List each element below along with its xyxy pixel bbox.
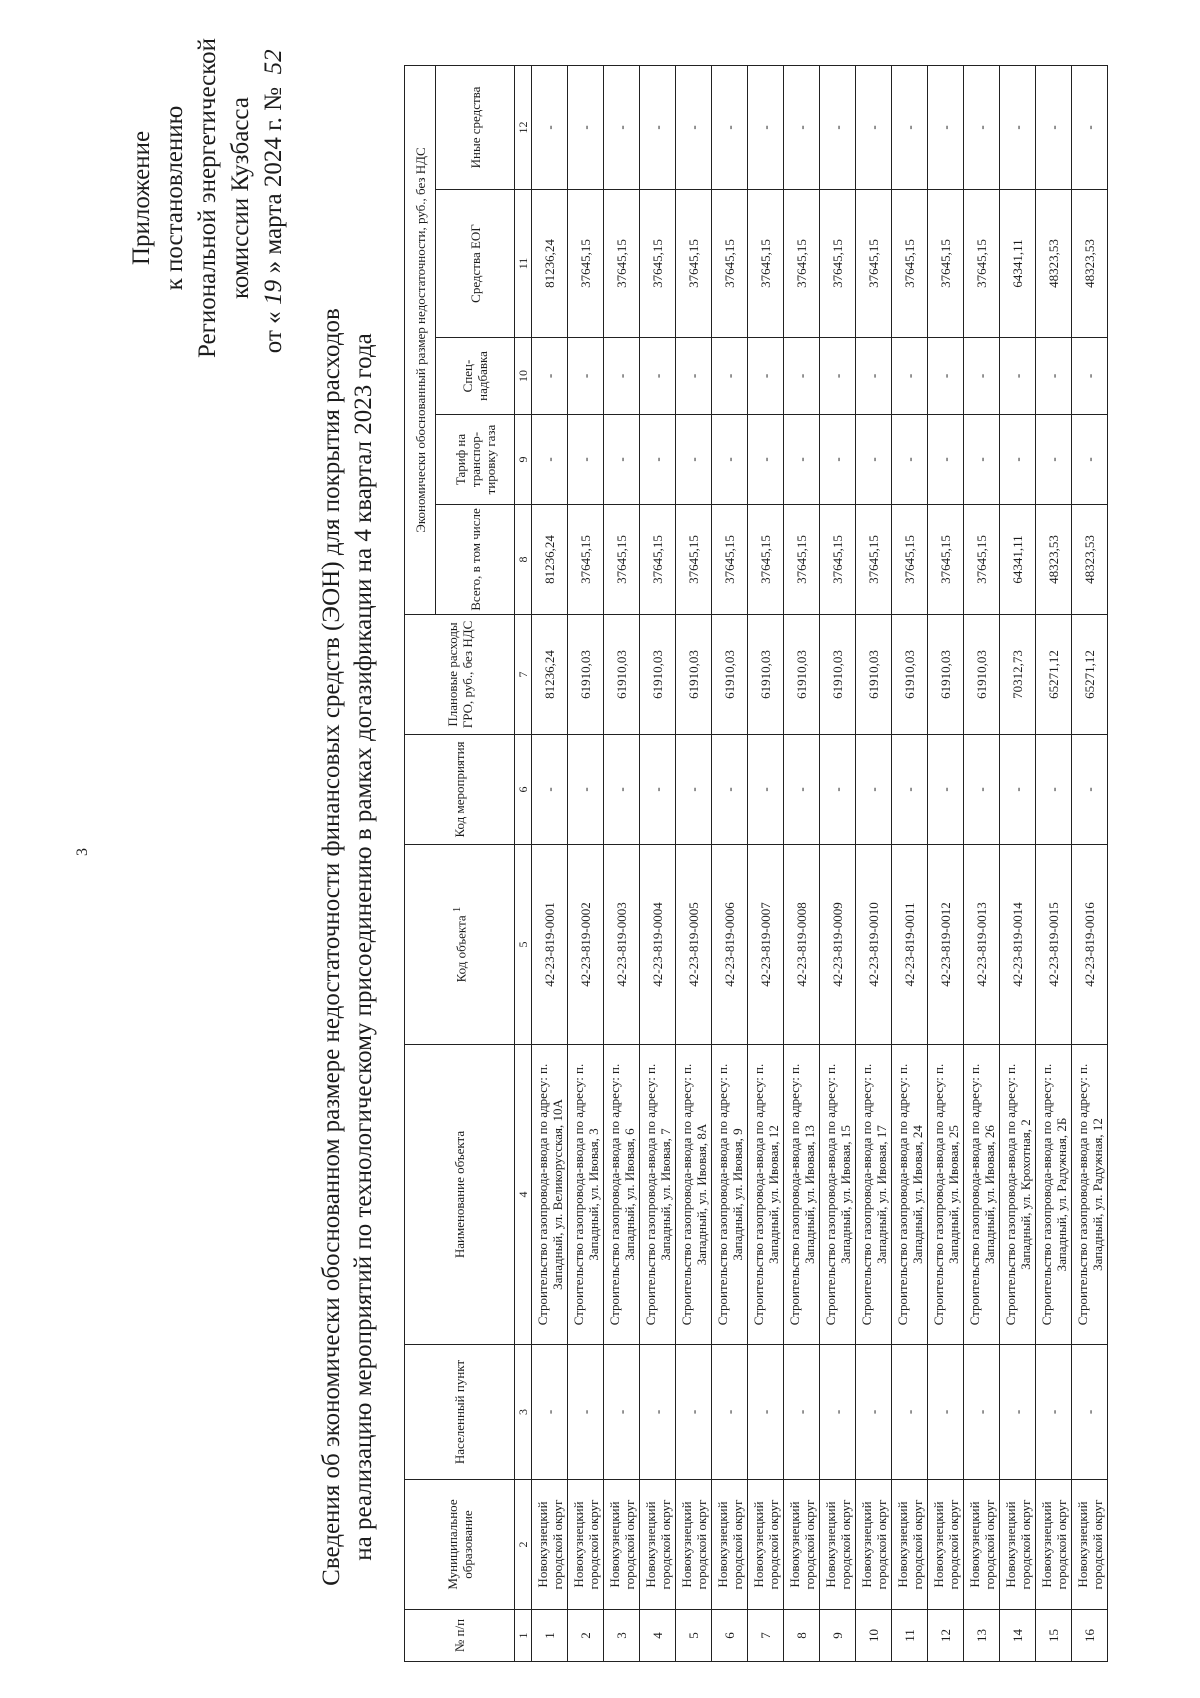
cell-total: 37645,15 bbox=[856, 505, 892, 615]
cell-tariff: - bbox=[676, 415, 712, 505]
cell-no: 6 bbox=[712, 1610, 748, 1662]
cell-other: - bbox=[532, 65, 568, 189]
cell-planned: 61910,03 bbox=[676, 615, 712, 735]
column-number: 5 bbox=[515, 845, 532, 1045]
cell-eog: 37645,15 bbox=[748, 190, 784, 338]
cell-total: 37645,15 bbox=[748, 505, 784, 615]
cell-object-code: 42-23-819-0002 bbox=[568, 845, 604, 1045]
cell-settlement: - bbox=[640, 1345, 676, 1480]
cell-municipality: Новокузнецкий городской округ bbox=[1072, 1480, 1108, 1610]
table-row bbox=[532, 65, 568, 1661]
cell-other: - bbox=[640, 65, 676, 189]
cell-no: 16 bbox=[1072, 1610, 1108, 1662]
column-number: 4 bbox=[515, 1045, 532, 1345]
header-tariff: Тариф на транспор-тировку газа bbox=[436, 415, 515, 505]
header-eon-group: Экономически обоснованный размер недостаточности, руб., без НДС bbox=[405, 65, 436, 614]
cell-object-name: Строительство газопровода-ввода по адресу: п. Западный, ул. Ивовая, 13 bbox=[784, 1045, 820, 1345]
cell-tariff: - bbox=[964, 415, 1000, 505]
cell-settlement: - bbox=[1000, 1345, 1036, 1480]
table-row bbox=[748, 65, 784, 1661]
cell-municipality: Новокузнецкий городской округ bbox=[784, 1480, 820, 1610]
table-row bbox=[928, 65, 964, 1661]
cell-measure-code: - bbox=[676, 735, 712, 845]
appendix-block bbox=[125, 33, 290, 363]
column-number: 10 bbox=[515, 338, 532, 415]
cell-settlement: - bbox=[928, 1345, 964, 1480]
cell-planned: 65271,12 bbox=[1072, 615, 1108, 735]
cell-other: - bbox=[856, 65, 892, 189]
cell-settlement: - bbox=[820, 1345, 856, 1480]
cell-other: - bbox=[820, 65, 856, 189]
cell-settlement: - bbox=[532, 1345, 568, 1480]
cell-no: 13 bbox=[964, 1610, 1000, 1662]
cell-surcharge: - bbox=[568, 338, 604, 415]
cell-surcharge: - bbox=[712, 338, 748, 415]
cell-eog: 37645,15 bbox=[568, 190, 604, 338]
header-eog: Средства ЕОГ bbox=[436, 190, 515, 338]
cell-settlement: - bbox=[568, 1345, 604, 1480]
cell-no: 11 bbox=[892, 1610, 928, 1662]
cell-total: 37645,15 bbox=[964, 505, 1000, 615]
cell-total: 37645,15 bbox=[568, 505, 604, 615]
cell-object-name: Строительство газопровода-ввода по адресу: п. Западный, ул. Ивовая, 24 bbox=[892, 1045, 928, 1345]
appendix-date-line bbox=[257, 33, 290, 363]
handwritten-day: 19 bbox=[260, 279, 287, 305]
table-row bbox=[676, 65, 712, 1661]
cell-planned: 61910,03 bbox=[856, 615, 892, 735]
cell-eog: 37645,15 bbox=[892, 190, 928, 338]
cell-no: 9 bbox=[820, 1610, 856, 1662]
column-number: 6 bbox=[515, 735, 532, 845]
cell-object-code: 42-23-819-0012 bbox=[928, 845, 964, 1045]
cell-total: 37645,15 bbox=[892, 505, 928, 615]
cell-object-code: 42-23-819-0010 bbox=[856, 845, 892, 1045]
cell-surcharge: - bbox=[1072, 338, 1108, 415]
cell-other: - bbox=[1072, 65, 1108, 189]
cell-measure-code: - bbox=[568, 735, 604, 845]
cell-measure-code: - bbox=[856, 735, 892, 845]
cell-no: 4 bbox=[640, 1610, 676, 1662]
cell-object-name: Строительство газопровода-ввода по адресу: п. Западный, ул. Великорусская, 10А bbox=[532, 1045, 568, 1345]
cell-surcharge: - bbox=[892, 338, 928, 415]
table-row bbox=[604, 65, 640, 1661]
cell-total: 37645,15 bbox=[928, 505, 964, 615]
cell-settlement: - bbox=[784, 1345, 820, 1480]
cell-no: 12 bbox=[928, 1610, 964, 1662]
table-row bbox=[1036, 65, 1072, 1661]
table-body bbox=[532, 65, 1108, 1661]
cell-measure-code: - bbox=[532, 735, 568, 845]
cell-surcharge: - bbox=[532, 338, 568, 415]
table-row bbox=[712, 65, 748, 1661]
cell-object-code: 42-23-819-0015 bbox=[1036, 845, 1072, 1045]
cell-object-name: Строительство газопровода-ввода по адресу: п. Западный, ул. Ивовая, 12 bbox=[748, 1045, 784, 1345]
cell-no: 3 bbox=[604, 1610, 640, 1662]
header-other: Иные средства bbox=[436, 65, 515, 189]
cell-object-name: Строительство газопровода-ввода по адресу: п. Западный, ул. Ивовая, 7 bbox=[640, 1045, 676, 1345]
cell-object-code: 42-23-819-0014 bbox=[1000, 845, 1036, 1045]
cell-municipality: Новокузнецкий городской округ bbox=[1036, 1480, 1072, 1610]
cell-planned: 61910,03 bbox=[604, 615, 640, 735]
cell-municipality: Новокузнецкий городской округ bbox=[1000, 1480, 1036, 1610]
cell-object-code: 42-23-819-0008 bbox=[784, 845, 820, 1045]
cell-municipality: Новокузнецкий городской округ bbox=[532, 1480, 568, 1610]
cell-tariff: - bbox=[1072, 415, 1108, 505]
cell-settlement: - bbox=[964, 1345, 1000, 1480]
cell-no: 1 bbox=[532, 1610, 568, 1662]
cell-surcharge: - bbox=[748, 338, 784, 415]
cell-object-name: Строительство газопровода-ввода по адресу: п. Западный, ул. Ивовая, 17 bbox=[856, 1045, 892, 1345]
cell-no: 5 bbox=[676, 1610, 712, 1662]
cell-surcharge: - bbox=[820, 338, 856, 415]
cell-total: 37645,15 bbox=[712, 505, 748, 615]
cell-measure-code: - bbox=[640, 735, 676, 845]
cell-total: 48323,53 bbox=[1072, 505, 1108, 615]
cell-tariff: - bbox=[856, 415, 892, 505]
date-prefix: от « bbox=[260, 311, 287, 354]
title-line-2: на реализацию мероприятий по технологическому присоединению в рамках догазификации на 4 квартал 2023 года bbox=[350, 333, 377, 1561]
cell-surcharge: - bbox=[604, 338, 640, 415]
table-row bbox=[568, 65, 604, 1661]
cell-other: - bbox=[676, 65, 712, 189]
cell-municipality: Новокузнецкий городской округ bbox=[748, 1480, 784, 1610]
table-row bbox=[892, 65, 928, 1661]
cell-eog: 37645,15 bbox=[784, 190, 820, 338]
column-number: 8 bbox=[515, 505, 532, 615]
cell-municipality: Новокузнецкий городской округ bbox=[568, 1480, 604, 1610]
cell-municipality: Новокузнецкий городской округ bbox=[928, 1480, 964, 1610]
cell-municipality: Новокузнецкий городской округ bbox=[964, 1480, 1000, 1610]
cell-object-code: 42-23-819-0004 bbox=[640, 845, 676, 1045]
cell-settlement: - bbox=[748, 1345, 784, 1480]
cell-planned: 61910,03 bbox=[640, 615, 676, 735]
cell-measure-code: - bbox=[604, 735, 640, 845]
cell-object-name: Строительство газопровода-ввода по адресу: п. Западный, ул. Ивовая, 3 bbox=[568, 1045, 604, 1345]
cell-no: 15 bbox=[1036, 1610, 1072, 1662]
cell-settlement: - bbox=[604, 1345, 640, 1480]
cell-settlement: - bbox=[712, 1345, 748, 1480]
cell-settlement: - bbox=[1036, 1345, 1072, 1480]
cell-measure-code: - bbox=[1000, 735, 1036, 845]
cell-measure-code: - bbox=[820, 735, 856, 845]
header-object-code-text: Код объекта bbox=[453, 915, 469, 983]
appendix-region: комиссии Кузбасса bbox=[227, 97, 254, 299]
column-numbers-row bbox=[515, 65, 532, 1661]
cell-planned: 70312,73 bbox=[1000, 615, 1036, 735]
cell-tariff: - bbox=[928, 415, 964, 505]
cell-tariff: - bbox=[712, 415, 748, 505]
cell-eog: 37645,15 bbox=[712, 190, 748, 338]
table-row bbox=[964, 65, 1000, 1661]
cell-other: - bbox=[568, 65, 604, 189]
cell-surcharge: - bbox=[784, 338, 820, 415]
cell-eog: 37645,15 bbox=[964, 190, 1000, 338]
cell-no: 10 bbox=[856, 1610, 892, 1662]
cell-other: - bbox=[892, 65, 928, 189]
cell-other: - bbox=[1000, 65, 1036, 189]
cell-eog: 64341,11 bbox=[1000, 190, 1036, 338]
cell-tariff: - bbox=[640, 415, 676, 505]
cell-object-name: Строительство газопровода-ввода по адресу: п. Западный, ул. Радужная, 2Б bbox=[1036, 1045, 1072, 1345]
cell-municipality: Новокузнецкий городской округ bbox=[640, 1480, 676, 1610]
cell-no: 14 bbox=[1000, 1610, 1036, 1662]
title-line-1: Сведения об экономически обоснованном размере недостаточности финансовых средств (ЭОН) для покрытия расходов bbox=[318, 308, 345, 1586]
cell-settlement: - bbox=[856, 1345, 892, 1480]
cell-object-code: 42-23-819-0003 bbox=[604, 845, 640, 1045]
cell-municipality: Новокузнецкий городской округ bbox=[892, 1480, 928, 1610]
cell-object-code: 42-23-819-0011 bbox=[892, 845, 928, 1045]
cell-object-code: 42-23-819-0001 bbox=[532, 845, 568, 1045]
cell-planned: 61910,03 bbox=[748, 615, 784, 735]
header-total: Всего, в том числе bbox=[436, 505, 515, 615]
cell-planned: 61910,03 bbox=[568, 615, 604, 735]
cell-no: 7 bbox=[748, 1610, 784, 1662]
cell-object-name: Строительство газопровода-ввода по адресу: п. Западный, ул. Ивовая, 25 bbox=[928, 1045, 964, 1345]
table-row bbox=[640, 65, 676, 1661]
cell-total: 48323,53 bbox=[1036, 505, 1072, 615]
cell-eog: 37645,15 bbox=[676, 190, 712, 338]
column-number: 2 bbox=[515, 1480, 532, 1610]
eon-table bbox=[404, 65, 1108, 1662]
header-measure-code: Код мероприятия bbox=[405, 735, 515, 845]
cell-total: 64341,11 bbox=[1000, 505, 1036, 615]
cell-tariff: - bbox=[820, 415, 856, 505]
cell-tariff: - bbox=[568, 415, 604, 505]
cell-surcharge: - bbox=[964, 338, 1000, 415]
cell-no: 8 bbox=[784, 1610, 820, 1662]
cell-object-name: Строительство газопровода-ввода по адресу: п. Западный, ул. Радужная, 12 bbox=[1072, 1045, 1108, 1345]
cell-measure-code: - bbox=[1072, 735, 1108, 845]
handwritten-number: 52 bbox=[260, 49, 287, 75]
cell-measure-code: - bbox=[748, 735, 784, 845]
cell-object-code: 42-23-819-0005 bbox=[676, 845, 712, 1045]
cell-measure-code: - bbox=[1036, 735, 1072, 845]
column-number: 3 bbox=[515, 1345, 532, 1480]
date-middle: » марта 2024 г. № bbox=[260, 87, 287, 274]
table-row bbox=[1000, 65, 1036, 1661]
cell-eog: 37645,15 bbox=[856, 190, 892, 338]
cell-tariff: - bbox=[748, 415, 784, 505]
cell-planned: 61910,03 bbox=[928, 615, 964, 735]
cell-object-code: 42-23-819-0006 bbox=[712, 845, 748, 1045]
cell-planned: 65271,12 bbox=[1036, 615, 1072, 735]
table-row bbox=[820, 65, 856, 1661]
cell-measure-code: - bbox=[964, 735, 1000, 845]
appendix-commission: Региональной энергетической bbox=[194, 37, 221, 359]
cell-eog: 48323,53 bbox=[1036, 190, 1072, 338]
cell-eog: 37645,15 bbox=[604, 190, 640, 338]
cell-planned: 61910,03 bbox=[964, 615, 1000, 735]
page-number: 3 bbox=[74, 848, 91, 856]
cell-total: 37645,15 bbox=[604, 505, 640, 615]
header-settlement: Населенный пункт bbox=[405, 1345, 515, 1480]
appendix-resolution: к постановлению bbox=[161, 105, 188, 291]
cell-other: - bbox=[604, 65, 640, 189]
cell-other: - bbox=[964, 65, 1000, 189]
cell-object-code: 42-23-819-0013 bbox=[964, 845, 1000, 1045]
header-surcharge: Спец-надбавка bbox=[436, 338, 515, 415]
cell-object-name: Строительство газопровода-ввода по адресу: п. Западный, ул. Ивовая, 26 bbox=[964, 1045, 1000, 1345]
cell-total: 37645,15 bbox=[676, 505, 712, 615]
cell-eog: 37645,15 bbox=[640, 190, 676, 338]
header-object-name: Наименование объекта bbox=[405, 1045, 515, 1345]
cell-tariff: - bbox=[532, 415, 568, 505]
column-number: 11 bbox=[515, 190, 532, 338]
column-number: 12 bbox=[515, 65, 532, 189]
cell-total: 37645,15 bbox=[640, 505, 676, 615]
cell-municipality: Новокузнецкий городской округ bbox=[856, 1480, 892, 1610]
cell-measure-code: - bbox=[784, 735, 820, 845]
cell-measure-code: - bbox=[928, 735, 964, 845]
header-no: № п/п bbox=[405, 1610, 515, 1662]
cell-surcharge: - bbox=[676, 338, 712, 415]
cell-eog: 37645,15 bbox=[820, 190, 856, 338]
document-title bbox=[316, 232, 380, 1662]
cell-surcharge: - bbox=[856, 338, 892, 415]
cell-other: - bbox=[784, 65, 820, 189]
cell-planned: 61910,03 bbox=[712, 615, 748, 735]
cell-object-name: Строительство газопровода-ввода по адресу: п. Западный, ул. Ивовая, 8А bbox=[676, 1045, 712, 1345]
cell-tariff: - bbox=[604, 415, 640, 505]
column-number: 1 bbox=[515, 1610, 532, 1662]
cell-tariff: - bbox=[892, 415, 928, 505]
cell-other: - bbox=[1036, 65, 1072, 189]
header-planned: Плановые расходы ГРО, руб., без НДС bbox=[405, 615, 515, 735]
header-object-code bbox=[405, 845, 515, 1045]
cell-municipality: Новокузнецкий городской округ bbox=[712, 1480, 748, 1610]
cell-settlement: - bbox=[892, 1345, 928, 1480]
column-number: 9 bbox=[515, 415, 532, 505]
cell-object-name: Строительство газопровода-ввода по адресу: п. Западный, ул. Ивовая, 9 bbox=[712, 1045, 748, 1345]
cell-measure-code: - bbox=[892, 735, 928, 845]
cell-total: 37645,15 bbox=[784, 505, 820, 615]
header-municipality: Муниципальное образование bbox=[405, 1480, 515, 1610]
cell-object-code: 42-23-819-0007 bbox=[748, 845, 784, 1045]
cell-total: 81236,24 bbox=[532, 505, 568, 615]
cell-surcharge: - bbox=[1000, 338, 1036, 415]
cell-planned: 61910,03 bbox=[820, 615, 856, 735]
table-row bbox=[784, 65, 820, 1661]
cell-measure-code: - bbox=[712, 735, 748, 845]
cell-tariff: - bbox=[1036, 415, 1072, 505]
cell-total: 37645,15 bbox=[820, 505, 856, 615]
cell-surcharge: - bbox=[640, 338, 676, 415]
cell-municipality: Новокузнецкий городской округ bbox=[676, 1480, 712, 1610]
cell-object-name: Строительство газопровода-ввода по адресу: п. Западный, ул. Ивовая, 6 bbox=[604, 1045, 640, 1345]
cell-no: 2 bbox=[568, 1610, 604, 1662]
cell-settlement: - bbox=[676, 1345, 712, 1480]
appendix-heading: Приложение bbox=[128, 130, 155, 266]
cell-object-name: Строительство газопровода-ввода по адресу: п. Западный, ул. Ивовая, 15 bbox=[820, 1045, 856, 1345]
cell-municipality: Новокузнецкий городской округ bbox=[604, 1480, 640, 1610]
cell-eog: 48323,53 bbox=[1072, 190, 1108, 338]
cell-eog: 37645,15 bbox=[928, 190, 964, 338]
cell-municipality: Новокузнецкий городской округ bbox=[820, 1480, 856, 1610]
cell-surcharge: - bbox=[928, 338, 964, 415]
cell-planned: 61910,03 bbox=[784, 615, 820, 735]
column-number: 7 bbox=[515, 615, 532, 735]
cell-other: - bbox=[712, 65, 748, 189]
cell-planned: 81236,24 bbox=[532, 615, 568, 735]
table-row bbox=[856, 65, 892, 1661]
cell-other: - bbox=[928, 65, 964, 189]
cell-eog: 81236,24 bbox=[532, 190, 568, 338]
cell-object-code: 42-23-819-0016 bbox=[1072, 845, 1108, 1045]
table-row bbox=[1072, 65, 1108, 1661]
cell-other: - bbox=[748, 65, 784, 189]
cell-settlement: - bbox=[1072, 1345, 1108, 1480]
cell-object-name: Строительство газопровода-ввода по адресу: п. Западный, ул. Крохотная, 2 bbox=[1000, 1045, 1036, 1345]
cell-tariff: - bbox=[1000, 415, 1036, 505]
cell-tariff: - bbox=[784, 415, 820, 505]
header-object-code-note: 1 bbox=[451, 906, 464, 913]
cell-planned: 61910,03 bbox=[892, 615, 928, 735]
cell-object-code: 42-23-819-0009 bbox=[820, 845, 856, 1045]
cell-surcharge: - bbox=[1036, 338, 1072, 415]
